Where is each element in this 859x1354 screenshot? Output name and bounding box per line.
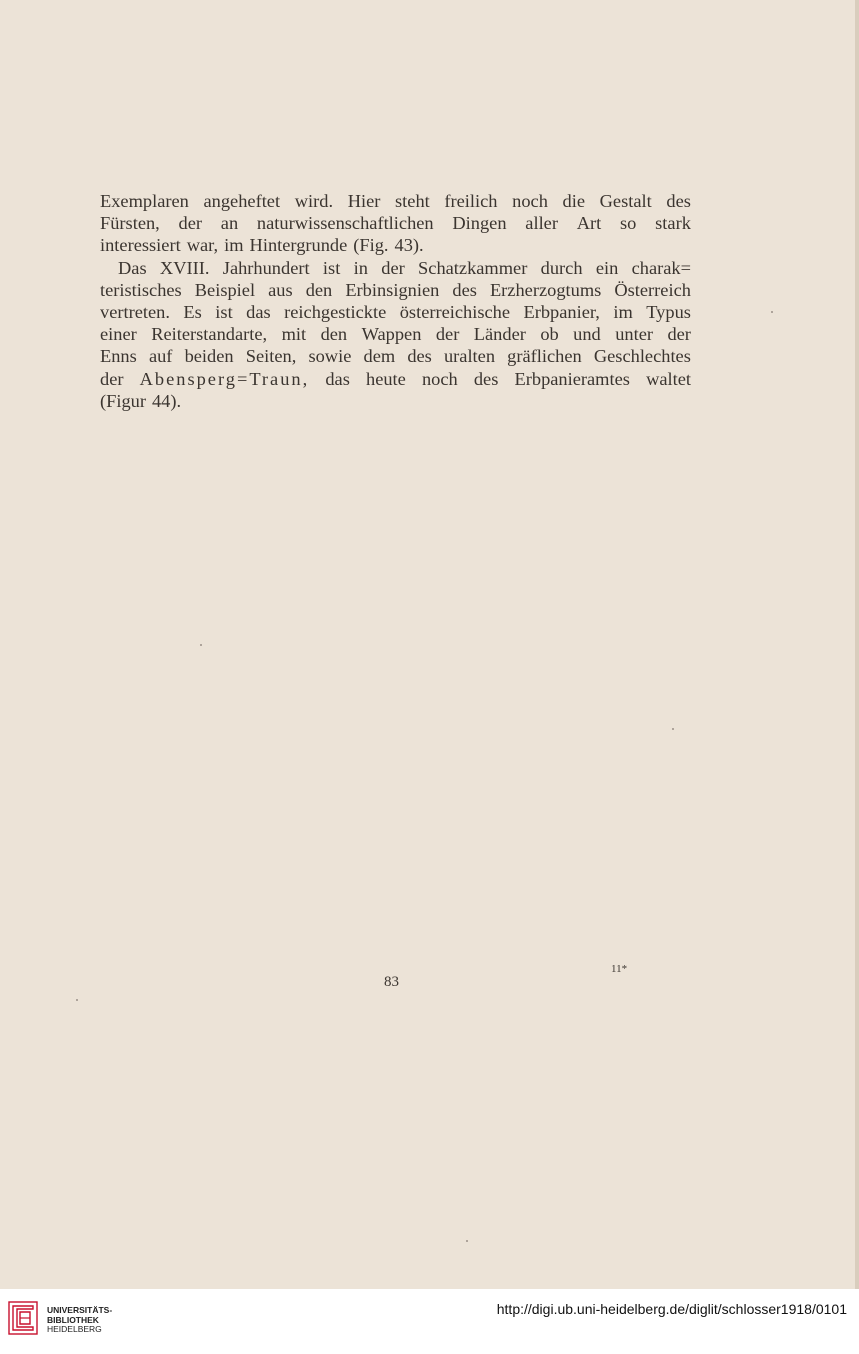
word: des [452,279,477,300]
word: ist [322,257,341,278]
word: der [667,324,691,345]
word: durch [540,257,583,278]
word: Hintergrunde [249,235,348,256]
word: an [220,213,239,234]
word: auf [148,346,173,367]
word: beiden [184,346,234,367]
word: so [620,213,637,234]
word: Erbpanier, [523,301,600,322]
word: unter [615,324,653,345]
word: aller [525,213,558,234]
word: Dingen [452,213,507,234]
word: Art [576,213,602,234]
word: Exemplaren [100,191,189,211]
body-text [100,190,691,412]
word: Geschlechtes [593,346,691,367]
word: österreichische [399,301,511,322]
word: Enns [100,346,137,367]
dust-speck [200,644,202,646]
word: war, [186,235,219,256]
word: Das [118,257,147,278]
word: Typus [646,301,691,322]
word: Gestalt [599,191,652,211]
word: 44). [151,390,182,411]
signature-mark: 11* [611,963,628,975]
word: gräflichen [507,346,582,367]
word: charak= [631,257,691,278]
word: Erbinsignien [345,279,440,300]
word: waltet [646,368,691,389]
text-line [100,212,691,234]
word: noch [512,191,548,211]
footer-bar [0,1289,859,1354]
dust-speck [771,311,773,313]
word: interessiert [100,235,181,256]
word: (Figur [100,390,146,411]
word: uralten [443,346,496,367]
text-line [100,345,691,367]
word: Jahrhundert [222,257,310,278]
word: die [562,191,585,211]
word: vertreten. [100,301,170,322]
word: Wappen [361,324,422,345]
word: dem [363,346,396,367]
word: wird. [294,191,334,211]
word: heute [366,368,406,389]
word: Länder [473,324,526,345]
word: einer [100,324,137,345]
word: des [473,368,499,389]
word: ein [595,257,619,278]
library-line-2: BIBLIOTHEK [47,1314,99,1325]
word: Schatzkammer [418,257,528,278]
word: teristisches [100,279,182,300]
library-line-3: HEIDELBERG [47,1324,102,1334]
word: und [573,324,601,345]
word: Abensperg=Traun, [139,368,310,389]
word: mit [281,324,307,345]
word: XVIII. [159,257,210,278]
word: (Fig. [353,235,389,256]
university-library-logo-icon [8,1301,38,1335]
word: Fürsten, [100,213,160,234]
word: der [100,368,124,389]
text-line [100,323,691,345]
word: den [305,279,333,300]
text-line [100,368,691,390]
word: Erbpanieramtes [514,368,630,389]
word: Erzherzogtums [489,279,602,300]
text-line [100,390,691,412]
word: angeheftet [203,191,281,211]
word: Österreich [614,279,691,300]
word: der [178,213,203,234]
text-line [100,234,691,256]
library-line-1: UNIVERSITÄTS- [47,1305,113,1315]
word: des [407,346,432,367]
word: steht [395,191,430,211]
word: ist [215,301,233,322]
word: Es [183,301,202,322]
word: sowie [308,346,352,367]
word: das [325,368,350,389]
word: der [435,324,460,345]
word: der [381,257,405,278]
library-name [47,1306,112,1335]
word: stark [655,213,691,234]
word: Hier [347,191,381,211]
text-line [100,301,691,323]
word: 43). [394,235,424,256]
dust-speck [466,1240,468,1242]
word: im [224,235,244,256]
text-line [100,190,691,212]
word: des [666,191,691,211]
word: noch [421,368,458,389]
word: im [613,301,633,322]
word: in [353,257,368,278]
page-number: 83 [384,974,399,990]
word: das [246,301,271,322]
word: Reiterstandarte, [151,324,268,345]
word: naturwissenschaftlichen [256,213,434,234]
word: Beispiel [194,279,256,300]
page-edge [855,0,859,1289]
text-line [100,279,691,301]
word: reichgestickte [284,301,387,322]
source-url[interactable]: http://digi.ub.uni-heidelberg.de/diglit/schlosser1918/0101 [496,1301,847,1317]
text-line [100,257,691,279]
word: aus [268,279,293,300]
word: freilich [444,191,498,211]
word: den [320,324,348,345]
word: Seiten, [245,346,297,367]
dust-speck [672,728,674,730]
word: ob [540,324,559,345]
dust-speck [76,999,78,1001]
